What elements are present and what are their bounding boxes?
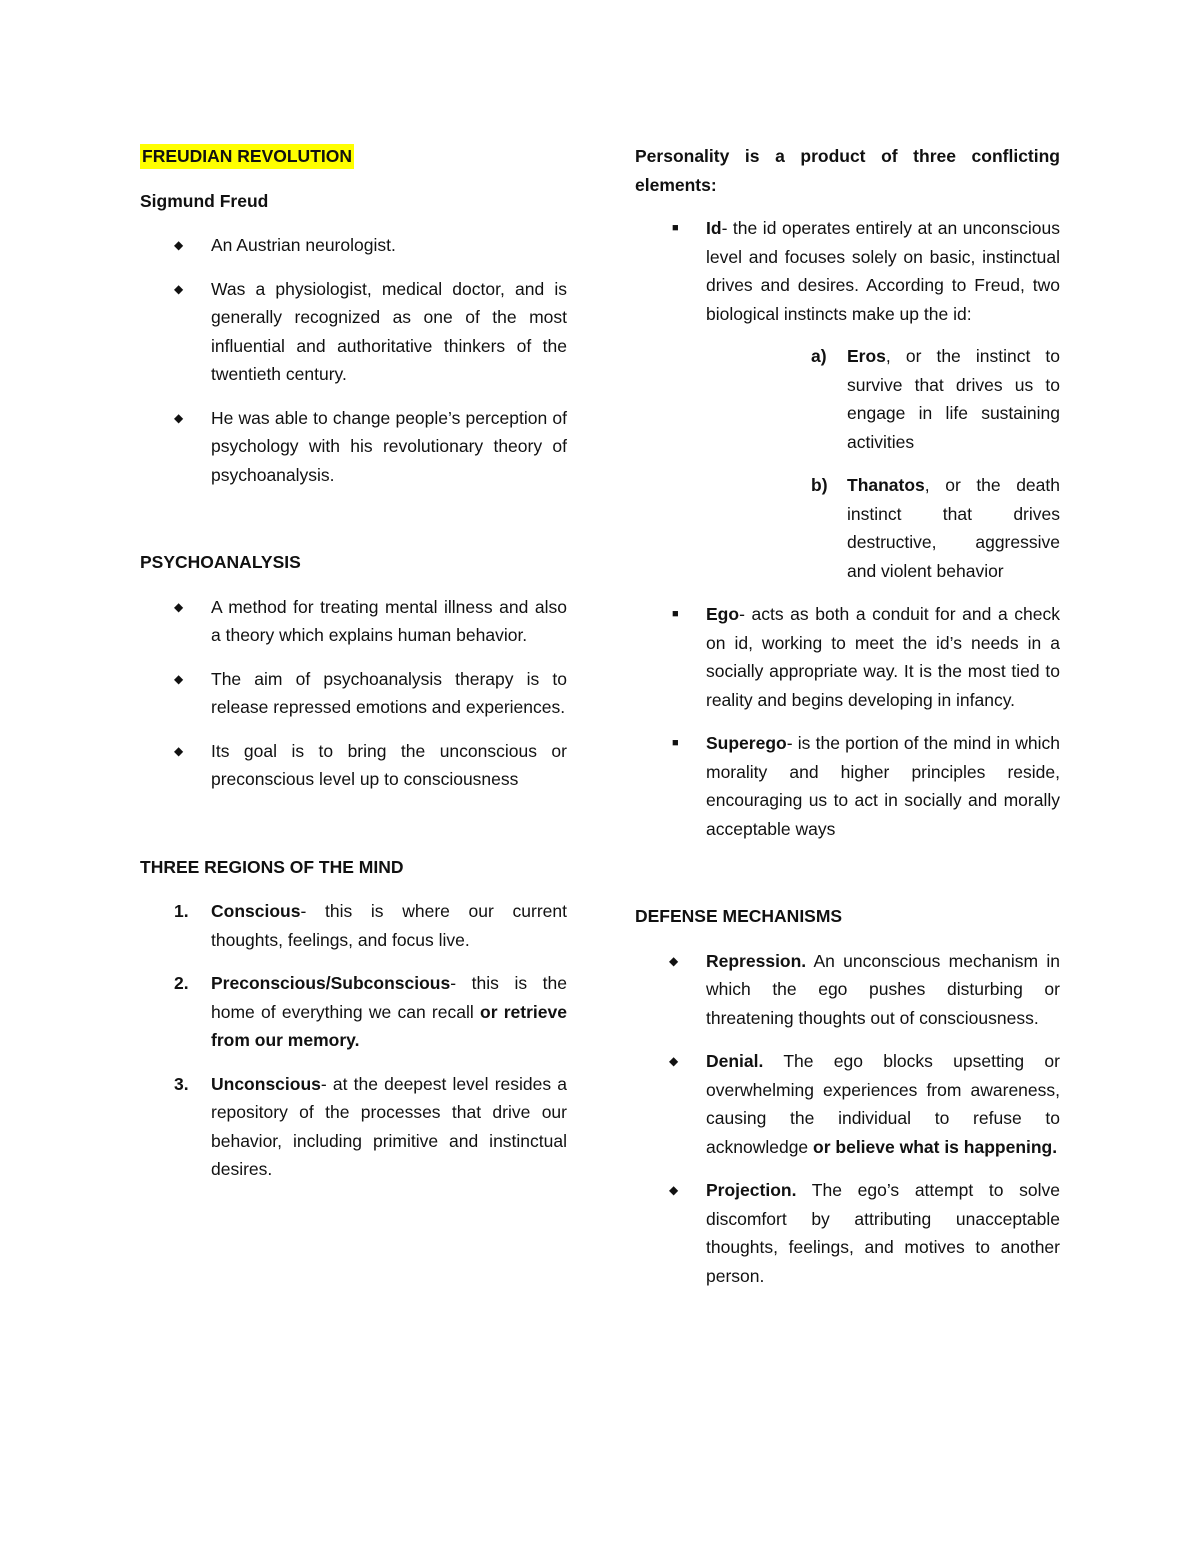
element-text: - is the portion of the mind in which morality and higher principles reside, encouraging us to act in socially and morally acceptable ways [706, 733, 1060, 839]
bullet-dot-icon: ◆ [174, 410, 184, 425]
title-highlight: FREUDIAN REVOLUTION [140, 144, 354, 169]
region-term: Preconscious/Subconscious [211, 973, 451, 993]
list-item [635, 1047, 1060, 1161]
element-text: - the id operates entirely at an unconscious level and focuses solely on basic, instinctual drives and desires. According to Freud, two biological instincts make up the id: [706, 218, 1060, 324]
region-text: - this is the home of everything we can recall [211, 973, 567, 1022]
defense-text-bold: or believe what is happening. [813, 1136, 1058, 1157]
element-term: Superego [706, 733, 787, 753]
square-bullet-icon: ■ [672, 737, 679, 749]
list-number: 1. [174, 901, 189, 921]
freud-bullet-list [140, 231, 567, 489]
list-number: 3. [174, 1073, 189, 1094]
defense-term: Denial. [706, 1051, 764, 1071]
element-term: Id [706, 218, 722, 238]
psychoanalysis-heading: PSYCHOANALYSIS [140, 552, 301, 572]
left-column [140, 142, 567, 1199]
element-text: - acts as both a conduit for and a check on id, working to meet the id’s needs in a socially appropriate way. It is the most tied to reality and begins developing in infancy. [706, 604, 1060, 710]
personality-elements-list-cont [635, 600, 1060, 843]
personality-intro: Personality is a product of three conflicting elements: [635, 146, 1060, 195]
bullet-dot-icon: ◆ [174, 281, 184, 296]
instinct-term: Thanatos [847, 475, 925, 495]
bullet-dot-icon: ◆ [669, 1183, 679, 1197]
defense-text: The ego’s attempt to solve discomfort by attributing unacceptable thoughts, feelings, and motives to another person. [706, 1180, 1060, 1286]
defense-text: The ego blocks upsetting or overwhelming experiences from awareness, causing the individual to refuse to acknowledge [706, 1051, 1060, 1157]
regions-heading: THREE REGIONS OF THE MIND [140, 856, 404, 877]
list-item [140, 231, 567, 260]
bullet-text: The aim of psychoanalysis therapy is to release repressed emotions and experiences. [211, 668, 567, 717]
region-term: Unconscious [211, 1073, 321, 1094]
defense-text: An unconscious mechanism in which the ego pushes disturbing or threatening thoughts out of consciousness. [706, 950, 1060, 1028]
defense-bullet-list [635, 947, 1060, 1291]
bullet-dot-icon: ◆ [669, 953, 679, 968]
bullet-text: A method for treating mental illness and also a theory which explains human behavior. [211, 596, 567, 645]
instinct-text: , or the death instinct that drives destructive, aggressive and violent behavior [847, 475, 1060, 581]
bullet-dot-icon: ◆ [669, 1054, 679, 1068]
square-bullet-icon: ■ [672, 608, 679, 620]
bullet-dot-icon: ◆ [174, 743, 184, 758]
bullet-text: Its goal is to bring the unconscious or preconscious level up to consciousness [211, 740, 567, 789]
bullet-dot-icon: ◆ [174, 238, 184, 252]
bullet-text: An Austrian neurologist. [211, 235, 396, 255]
element-term: Ego [706, 604, 740, 624]
list-item-ego [635, 600, 1060, 714]
region-text: - this is where our current thoughts, feelings, and focus live. [211, 901, 567, 950]
list-item [635, 471, 1060, 585]
list-item [140, 665, 567, 722]
regions-numbered-list [140, 897, 567, 1184]
list-item [635, 342, 1060, 456]
document-title [140, 142, 567, 171]
personality-elements-list [635, 214, 1060, 328]
list-letter: a) [811, 346, 827, 366]
list-item [140, 275, 567, 389]
list-item-id [635, 214, 1060, 328]
psychoanalysis-bullet-list [140, 593, 567, 794]
defense-heading: DEFENSE MECHANISMS [635, 906, 843, 926]
defense-term: Repression. [706, 950, 807, 971]
list-item [140, 593, 567, 650]
region-text: - at the deepest level resides a repository of the processes that drive our behavior, including primitive and instinctual desires. [211, 1073, 567, 1179]
region-text-bold: or retrieve from our memory. [211, 1001, 567, 1050]
region-term: Conscious [211, 901, 301, 921]
list-number: 2. [174, 973, 189, 993]
right-column [635, 142, 1060, 1305]
bullet-dot-icon: ◆ [174, 671, 184, 686]
list-item [140, 1070, 567, 1184]
list-letter: b) [811, 475, 828, 495]
list-item [140, 969, 567, 1055]
list-item-superego [635, 729, 1060, 843]
list-item [635, 947, 1060, 1033]
instinct-text: , or the instinct to survive that drives us to engage in life sustaining activities [847, 346, 1060, 452]
defense-term: Projection. [706, 1180, 797, 1200]
list-item [635, 1176, 1060, 1290]
list-item [140, 404, 567, 490]
square-bullet-icon: ■ [672, 222, 679, 234]
bullet-dot-icon: ◆ [174, 599, 184, 614]
instinct-term: Eros [847, 346, 886, 366]
instincts-list [635, 342, 1060, 585]
list-item [140, 737, 567, 794]
subtitle-sigmund-freud: Sigmund Freud [140, 190, 269, 211]
list-item [140, 897, 567, 954]
bullet-text: He was able to change people’s perception of psychology with his revolutionary theory of psychoanalysis. [211, 407, 567, 485]
bullet-text: Was a physiologist, medical doctor, and is generally recognized as one of the most influential and authoritative thinkers of the twentieth century. [211, 278, 567, 384]
